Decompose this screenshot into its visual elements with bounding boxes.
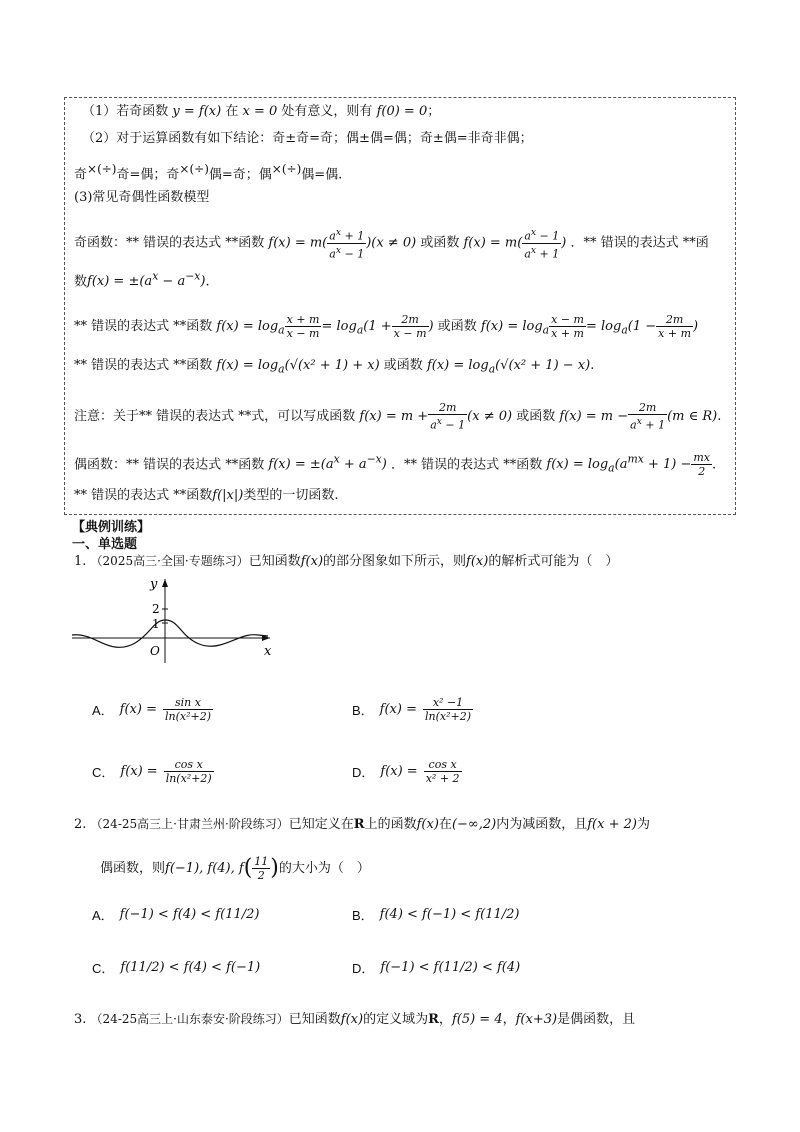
q2-option-d[interactable]: D． f(−1) < f(11/2) < f(4) — [352, 960, 521, 976]
question-2-line-2: 偶函数，则f(−1), f(4), f( $\frac{11}{2}$ )的大小为（ ） — [100, 855, 370, 882]
box-line-4: (3)常见奇偶性函数模型 — [74, 190, 210, 205]
y-label: y — [150, 577, 158, 592]
box-line-9: 注意：关于** 错误的表达式 **式，可以写成函数 f(x) = m + $\frac{2m}{a^x - 1}$ (x ≠ 0) 或函数 f(x) = m − $\frac{2m}{a^x + 1}$ (m ∈ R). — [74, 401, 722, 432]
box-line-5: 奇函数：** 错误的表达式 **函数 f(x) = m( $\frac{a^x + 1}{a^x - 1}$ )(x ≠ 0) 或函数 f(x) = m( $\frac{a^x - 1}{a^x + 1}$ ) ．** 错误的表达式 **函 — [74, 227, 709, 261]
box-line-6: 数$f(x) = \pm(a^x - a^{-x})$. — [74, 270, 210, 290]
box-line-1: （1）若奇函数 y = f(x) 在 x = 0 处有意义，则有 f(0) = 0； — [82, 104, 441, 119]
box-line-3: 奇×(÷)奇=偶；奇×(÷)偶=奇；偶×(÷)偶=偶. — [74, 162, 343, 183]
box-line-7: ** 错误的表达式 **函数 $f(x) = \log_a$ $\frac{x + m}{x - m}$ = $\log_a(1$ + $\frac{2m}{x - m}$ ) 或函数 $f(x) = \log_a$ $\frac{x - m}{x + m}$ = $\log_a(1$ − $\frac{2m}{x + m}$ ) — [74, 313, 699, 340]
q1-option-d[interactable]: D． f(x) = $\frac{\text{cos x}}{\text{x² + 2}}$ — [352, 758, 460, 785]
function-graph — [70, 575, 275, 665]
question-1: 1. （2025高三·全国·专题练习）已知函数f(x)的部分图象如下所示，则f(x)的解析式可能为（ ） — [74, 554, 619, 569]
section-header: 【典例训练】 — [72, 520, 151, 535]
q1-option-b[interactable]: B． f(x) = $\frac{\text{x² −1}}{\text{ln(x²+2)}}$ — [352, 696, 471, 723]
q1-option-a[interactable]: A． f(x) = $\frac{\text{sin x}}{\text{ln(x²+2)}}$ — [92, 696, 211, 723]
section-subheader: 一、单选题 — [72, 537, 138, 552]
q1-option-c[interactable]: C． f(x) = $\frac{\text{cos x}}{\text{ln(x²+2)}}$ — [92, 758, 212, 785]
box-line-11: ** 错误的表达式 **函数f(|x|)类型的一切函数. — [74, 488, 339, 503]
box-line-2: （2）对于运算函数有如下结论：奇±奇=奇；偶±偶=偶；奇±偶=非奇非偶； — [82, 131, 533, 146]
box-line-8: ** 错误的表达式 **函数 $f(x) = \log_a(√(x^2 + 1) + x)$ 或函数 $f(x) = \log_a(√(x^2 + 1) - x)$. — [74, 358, 595, 376]
tick-1-label: 1 — [152, 617, 160, 631]
q2-option-b[interactable]: B． f(4) < f(−1) < f(11/2) — [352, 907, 520, 923]
x-label: x — [264, 644, 272, 659]
tick-2-label: 2 — [152, 602, 160, 616]
origin-label: O — [150, 644, 160, 658]
q2-option-c[interactable]: C． f(11/2) < f(4) < f(−1) — [92, 960, 261, 976]
curve — [72, 620, 268, 647]
question-2: 2. （24-25高三上·甘肃兰州·阶段练习）已知定义在R上的函数f(x)在(−∞,2)内为减函数，且f(x + 2)为 — [74, 817, 650, 832]
y-axis-arrow — [162, 579, 168, 587]
q2-option-a[interactable]: A． f(−1) < f(4) < f(11/2) — [92, 907, 260, 923]
box-line-10: 偶函数：** 错误的表达式 **函数 $f(x) = \pm(a^x + a^{-x})$ ．** 错误的表达式 **函数 $f(x) = \log_a(a^{mx} + 1)$ − $\frac{mx}{2}$ . — [74, 451, 717, 479]
question-3: 3. （24-25高三上·山东泰安·阶段练习）已知函数f(x)的定义域为R，f(5) = 4，f(x+3)是偶函数，且 — [74, 1012, 636, 1027]
